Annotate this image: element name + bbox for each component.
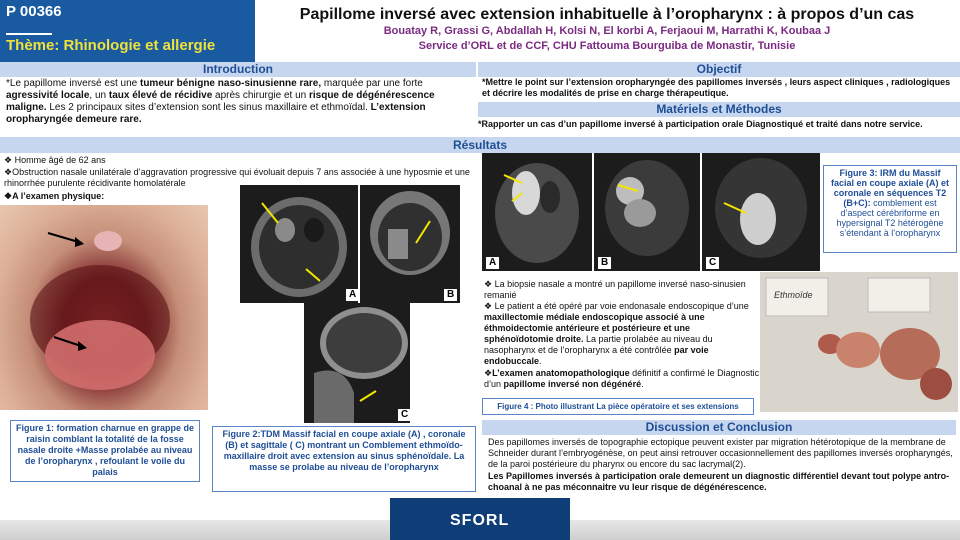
mri-axial-image xyxy=(482,153,592,271)
result-item-obstruction: ❖Obstruction nasale unilatérale d’aggravation progressive qui évoluait depuis 7 ans associée à une hyposmie et une rhinorrhée purulente récidivante homolatérale xyxy=(4,167,470,188)
methodes-text: *Rapporter un cas d’un papillome inversé à participation orale Diagnostiqué et traité dans notre service. xyxy=(478,119,923,129)
resultats-heading: Résultats xyxy=(0,137,960,153)
mri-coronal-image-1 xyxy=(594,153,700,271)
ct-sagittal-image xyxy=(304,303,410,423)
ct-letter-a: A xyxy=(346,289,358,301)
affiliation: Service d’ORL et de CCF, CHU Fattouma Bourguiba de Monastir, Tunisie xyxy=(418,40,796,52)
introduction-heading: Introduction xyxy=(0,62,476,77)
figure1-photo xyxy=(0,205,208,410)
mri-axial-drawing xyxy=(482,153,592,271)
poster-id: P 00366 xyxy=(6,3,62,20)
ct-axial-drawing xyxy=(240,185,358,303)
ct-coronal-drawing xyxy=(360,185,460,303)
figure4-photo xyxy=(760,272,958,412)
ct-sagittal-drawing xyxy=(304,303,410,423)
specimen-label: Ethmoïde xyxy=(774,290,813,300)
footer-logo xyxy=(390,498,570,540)
mri-coronal-image-2 xyxy=(702,153,820,271)
results-biopsy: ❖ La biopsie nasale a montré un papillome inversé naso-sinusien remanié xyxy=(484,279,746,300)
mri-letter-b: B xyxy=(598,257,611,269)
objectif-heading: Objectif xyxy=(478,62,960,77)
header-rule xyxy=(6,33,52,35)
ct-coronal-image xyxy=(360,185,460,303)
discussion-text: Des papillomes inversés de topographie ectopique peuvent exister par migration hétérotopique de la membrane de Schneider durant l’embryogénèse, on peut ainsi retrouver occasionnellement des papillomes inversés oropharyngés, de la paroi postérieure du pharynx ou encore du sac lacrymal(2). xyxy=(488,437,953,469)
methodes-heading: Matériels et Méthodes xyxy=(478,102,960,117)
sforl-logo-text: SFORL xyxy=(450,512,510,529)
poster-theme: Thème: Rhinologie et allergie xyxy=(6,37,216,54)
figure1-overlay xyxy=(0,205,208,410)
result-item-age: ❖ Homme âgé de 62 ans xyxy=(4,155,106,165)
ct-letter-c: C xyxy=(398,409,410,421)
mri-coronal-drawing-2 xyxy=(702,153,820,271)
ct-letter-b: B xyxy=(444,289,457,301)
introduction-text: *Le papillome inversé est une tumeur bénigne naso-sinusienne rare, marquée par une forte agressivité locale, un taux élevé de récidive après chirurgie et un risque de dégénérescence maligne. Les 2 principaux sites d’extension sont les sinus maxillaire et ethmoïdal. L’extension oropharyngée demeure rare. xyxy=(6,78,435,125)
figure4-caption: Figure 4 : Photo illustrant La pièce opératoire et ses extensions xyxy=(482,398,754,415)
poster-title: Papillome inversé avec extension inhabituelle à l’oropharynx : à propos d’un cas xyxy=(299,6,915,23)
result-item-exam: ❖A l’examen physique: xyxy=(4,191,105,201)
results-surgery: ❖ Le patient a été opéré par voie endonasale endoscopique d’une maxillectomie médiale endoscopique associé à une éthmoidectomie antérieure et postérieure et une sphénoïdotomie droite. La partie prolabée au niveau du nasopharynx et de l’oropharynx a été contrôlée par voie endobuccale. xyxy=(484,301,749,366)
results-pathology: ❖L’examen anatomopathologique définitif a confirmé le Diagnostic d’un papillome inversé non dégénéré. xyxy=(484,368,760,389)
figure2-caption: Figure 2:TDM Massif facial en coupe axiale (A) , coronale (B) et sagittale ( C) montrant un Comblement ethmoïdo-maxillaire droit avec extension au sinus sphénoïdale. La masse se prolabe au niveau de l’oropharynx xyxy=(212,426,476,492)
ct-axial-image xyxy=(240,185,358,303)
authors: Bouatay R, Grassi G, Abdallah H, Kolsi N, El korbi A, Ferjaoui M, Harrathi K, Koubaa J xyxy=(383,25,831,37)
figure1-caption: Figure 1: formation charnue en grappe de raisin comblant la totalité de la fosse nasale droite +Masse prolabée au niveau de l’oropharynx , refoulant le voile du palais xyxy=(10,420,200,482)
conclusion-text: Les Papillomes inversés à participation orale demeurent un diagnostic différentiel devant tout polype antro-choanal à ne pas méconnaitre vu leur risque de dégénérescence. xyxy=(488,471,950,492)
mri-letter-c: C xyxy=(706,257,719,269)
discussion-heading: Discussion et Conclusion xyxy=(482,420,956,435)
objectif-text: *Mettre le point sur l’extension oropharyngée des papillomes inversés , leurs aspect cliniques , radiologiques et décrire les modalités de prise en charge thérapeutique. xyxy=(482,77,951,98)
figure3-caption: Figure 3: IRM du Massif facial en coupe axiale (A) et coronale en séquences T2 (B+C): comblement est d’aspect cérébriforme en hypersignal T2 hétérogène s’étendant à l’oropharynx xyxy=(823,165,957,253)
mri-letter-a: A xyxy=(486,257,499,269)
mri-coronal-drawing-1 xyxy=(594,153,700,271)
